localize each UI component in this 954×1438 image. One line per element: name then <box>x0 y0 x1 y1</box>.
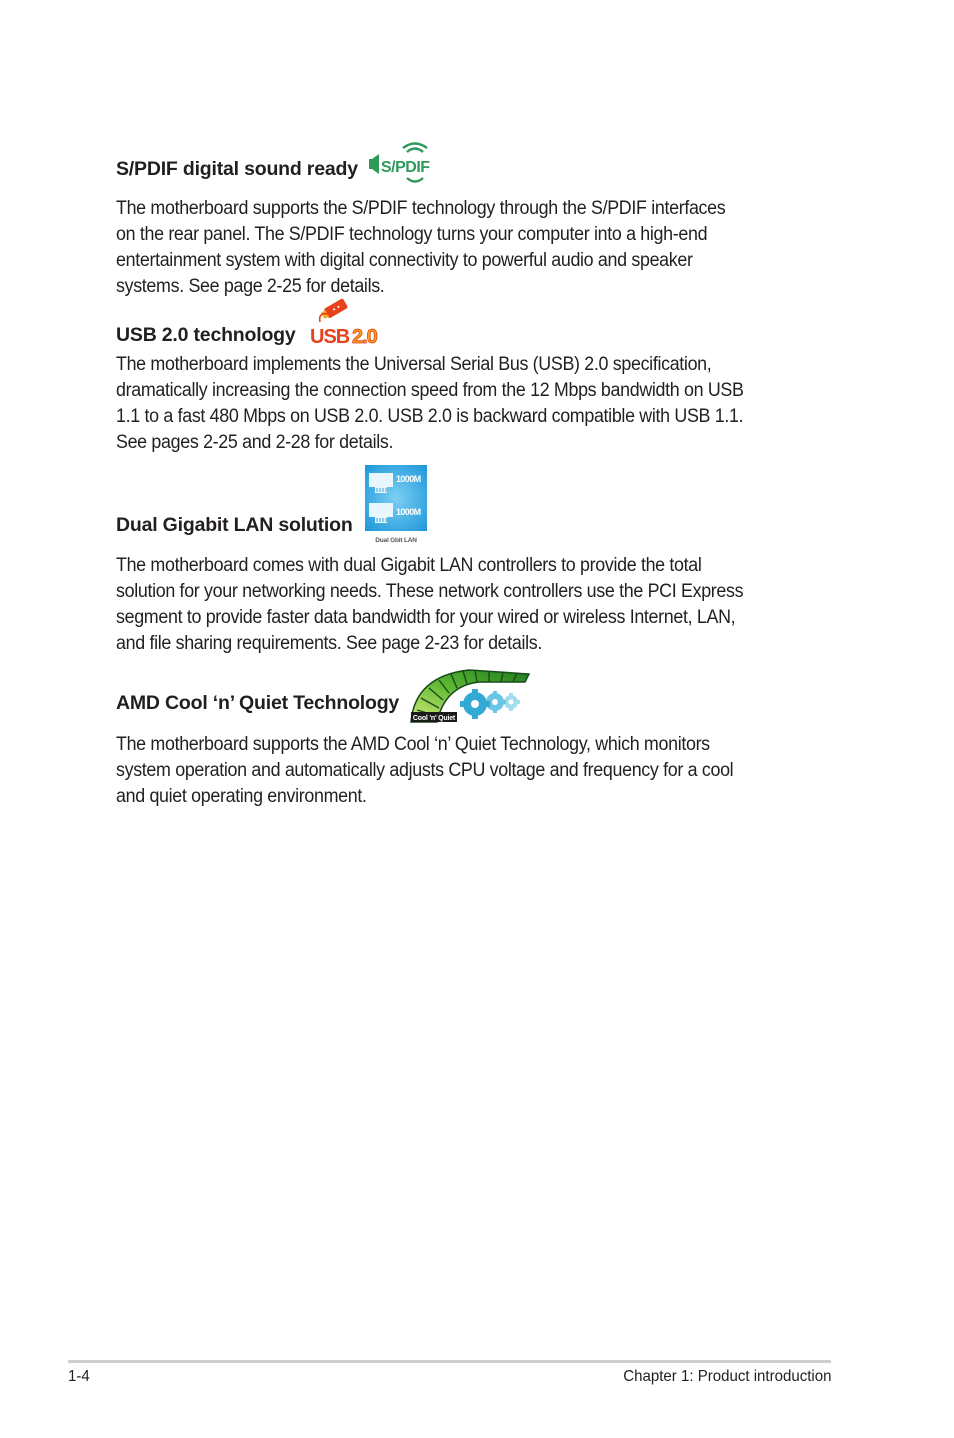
section-heading <box>116 144 836 194</box>
body-line: system operation and automatically adjusts CPU voltage and frequency for a cool <box>116 760 734 781</box>
svg-text:2.0: 2.0 <box>351 326 377 346</box>
section-spdif <box>116 144 836 300</box>
body-line: and file sharing requirements. See page 2-23 for details. <box>116 633 543 654</box>
svg-text:Cool 'n' Quiet: Cool 'n' Quiet <box>413 715 456 722</box>
section-body <box>116 352 840 456</box>
body-line: The motherboard comes with dual Gigabit LAN controllers to provide the total <box>116 555 702 576</box>
heading-text: Dual Gigabit LAN solution <box>116 514 353 536</box>
spdif-logo-icon <box>367 142 439 192</box>
svg-text:Dual Gbit LAN: Dual Gbit LAN <box>374 537 417 544</box>
chapter-title: Chapter 1: Product introduction <box>622 1368 831 1385</box>
heading-text: AMD Cool ‘n’ Quiet Technology <box>116 692 400 714</box>
body-line: dramatically increasing the connection speed from the 12 Mbps bandwidth on USB <box>116 380 744 401</box>
body-line: systems. See page 2-25 for details. <box>116 276 385 297</box>
section-body <box>116 732 840 810</box>
section-heading <box>116 298 836 352</box>
body-line: The motherboard supports the S/PDIF technology through the S/PDIF interfaces <box>116 198 726 219</box>
body-line: entertainment system with digital connectivity to powerful audio and speaker <box>116 250 693 271</box>
body-line: See pages 2-25 and 2-28 for details. <box>116 432 394 453</box>
page-number: 1-4 <box>68 1368 90 1385</box>
body-line: solution for your networking needs. These network controllers use the PCI Express <box>116 581 744 602</box>
body-line: segment to provide faster data bandwidth for your wired or wireless Internet, LAN, <box>116 607 736 628</box>
dual-gbit-lan-logo-icon <box>365 465 429 551</box>
section-heading <box>116 666 836 730</box>
section-heading <box>116 465 836 551</box>
body-line: and quiet operating environment. <box>116 786 367 807</box>
section-body <box>116 553 840 657</box>
svg-text:1000M: 1000M <box>395 507 421 517</box>
usb2-logo-icon <box>308 298 388 352</box>
svg-text:USB: USB <box>309 326 349 346</box>
svg-text:1000M: 1000M <box>395 474 421 484</box>
section-usb2 <box>116 298 836 456</box>
section-cool-n-quiet <box>116 666 836 810</box>
section-body <box>116 196 840 300</box>
section-dual-lan <box>116 465 836 657</box>
heading-text: S/PDIF digital sound ready <box>116 158 358 180</box>
body-line: 1.1 to a fast 480 Mbps on USB 2.0. USB 2.0 is backward compatible with USB 1.1. <box>116 406 744 427</box>
body-line: on the rear panel. The S/PDIF technology turns your computer into a high-end <box>116 224 708 245</box>
svg-text:S/PDIF: S/PDIF <box>380 159 430 176</box>
body-line: The motherboard implements the Universal Serial Bus (USB) 2.0 specification, <box>116 354 712 375</box>
footer-divider <box>68 1360 831 1363</box>
heading-text: USB 2.0 technology <box>116 324 296 346</box>
body-line: The motherboard supports the AMD Cool ‘n’ Quiet Technology, which monitors <box>116 734 710 755</box>
cool-n-quiet-logo-icon <box>409 666 531 730</box>
